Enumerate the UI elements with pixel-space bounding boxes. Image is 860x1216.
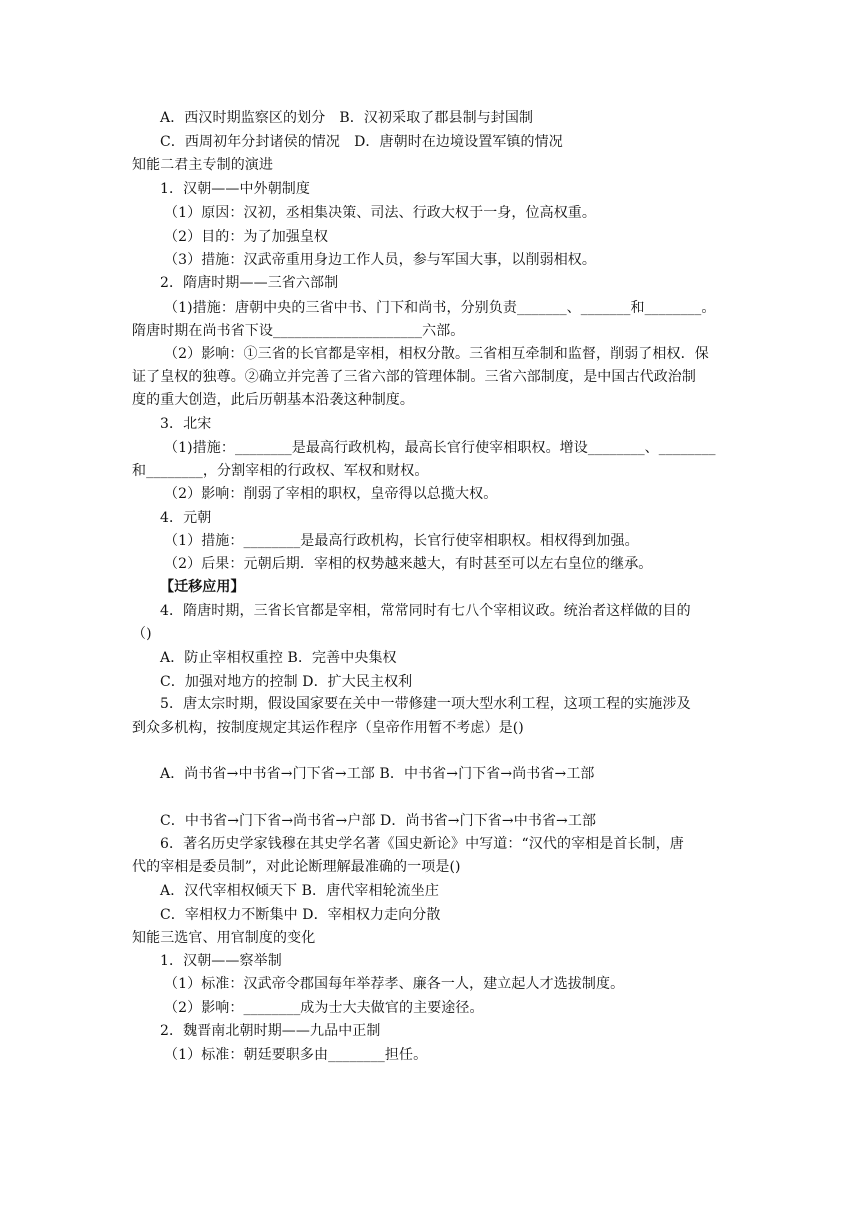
- sui-tang-effect-cont-2: 度的重大创造，此后历朝基本沿袭这种制度。: [132, 392, 414, 408]
- subheading-sui-tang: 2．隋唐时期——三省六部制: [160, 275, 339, 291]
- han-measure: （3）措施：汉武帝重用身边工作人员，参与军国大事，以削弱相权。: [164, 252, 597, 268]
- song-measure-cont: 和________，分割宰相的行政权、军权和财权。: [132, 463, 429, 479]
- sui-tang-effect: （2）影响：①三省的长官都是宰相，相权分散。三省相互牵制和监督，削弱了相权．保: [164, 346, 709, 362]
- question-4: 4．隋唐时期，三省长官都是宰相，常常同时有七八个宰相议政。统治者这样做的目的: [160, 603, 691, 619]
- question-5: 5．唐太宗时期，假设国家要在关中一带修建一项大型水利工程，这项工程的实施涉及: [160, 696, 691, 712]
- question-6-options-ab: A．汉代宰相权倾天下 B．唐代宰相轮流坐庄: [160, 883, 439, 899]
- section-heading-2: 知能二君主专制的演进: [132, 157, 273, 173]
- question-6: 6．著名历史学家钱穆在其史学名著《国史新论》中写道：“汉代的宰相是首长制，唐: [160, 836, 684, 852]
- sui-tang-measure-cont: 隋唐时期在尚书省下设_____________________六部。: [132, 323, 465, 339]
- song-measure: （1)措施：________是最高行政机构，最高长官行使宰相职权。增设________、________: [164, 440, 716, 456]
- subheading-yuan: 4．元朝: [160, 510, 212, 526]
- question-4-options-cd: C．加强对地方的控制 D．扩大民主权利: [160, 674, 413, 690]
- question-4-options-ab: A．防止宰相权重控 B．完善中央集权: [160, 650, 397, 666]
- han-reason: （1）原因：汉初，丞相集决策、司法、行政大权于一身，位高权重。: [164, 205, 597, 221]
- subheading-jiupin: 2．魏晋南北朝时期——九品中正制: [160, 1023, 381, 1039]
- chaju-effect: （2）影响：________成为士大夫做官的主要途径。: [164, 1000, 484, 1016]
- sui-tang-measure: （1)措施：唐朝中央的三省中书、门下和尚书，分别负责_______、_______和________。: [164, 300, 716, 316]
- chaju-standard: （1）标准：汉武帝令郡国每年举荐孝、廉各一人，建立起人才选拔制度。: [164, 976, 625, 992]
- question-5-cont: 到众多机构，按制度规定其运作程序（皇帝作用暂不考虑）是(): [132, 720, 524, 736]
- question-6-options-cd: C．宰相权力不断集中 D．宰相权力走向分散: [160, 907, 441, 923]
- jiupin-standard: （1）标准：朝廷要职多由________担任。: [164, 1047, 428, 1063]
- option-line-c-d: C．西周初年分封诸侯的情况 D．唐朝时在边境设置军镇的情况: [160, 134, 563, 150]
- yuan-measure: （1）措施：________是最高行政机构，长官行使宰相职权。相权得到加强。: [164, 533, 639, 549]
- option-line-a-b: A．西汉时期监察区的划分 B．汉初采取了郡县制与封国制: [160, 110, 534, 126]
- section-transfer-application: 【迁移应用】: [160, 579, 245, 595]
- question-4-bracket: （): [132, 626, 152, 642]
- question-6-cont: 代的宰相是委员制”，对此论断理解最准确的一项是(): [132, 859, 461, 875]
- yuan-consequence: （2）后果：元朝后期．宰相的权势越来越大，有时甚至可以左右皇位的继承。: [164, 556, 653, 572]
- subheading-han: 1．汉朝——中外朝制度: [160, 181, 311, 197]
- song-effect: （2）影响：削弱了宰相的职权，皇帝得以总揽大权。: [164, 486, 498, 502]
- subheading-song: 3．北宋: [160, 416, 212, 432]
- subheading-han-chaju: 1．汉朝——察举制: [160, 953, 282, 969]
- sui-tang-effect-cont-1: 证了皇权的独尊。②确立并完善了三省六部的管理体制。三省六部制度，是中国古代政治制: [132, 369, 696, 385]
- question-5-options-cd: C．中书省→门下省→尚书省→户部 D．尚书省→门下省→中书省→工部: [160, 813, 597, 829]
- question-5-options-ab: A．尚书省→中书省→门下省→工部 B．中书省→门下省→尚书省→工部: [160, 766, 595, 782]
- section-heading-3: 知能三选官、用官制度的变化: [132, 930, 316, 946]
- han-purpose: （2）目的：为了加强皇权: [164, 229, 329, 245]
